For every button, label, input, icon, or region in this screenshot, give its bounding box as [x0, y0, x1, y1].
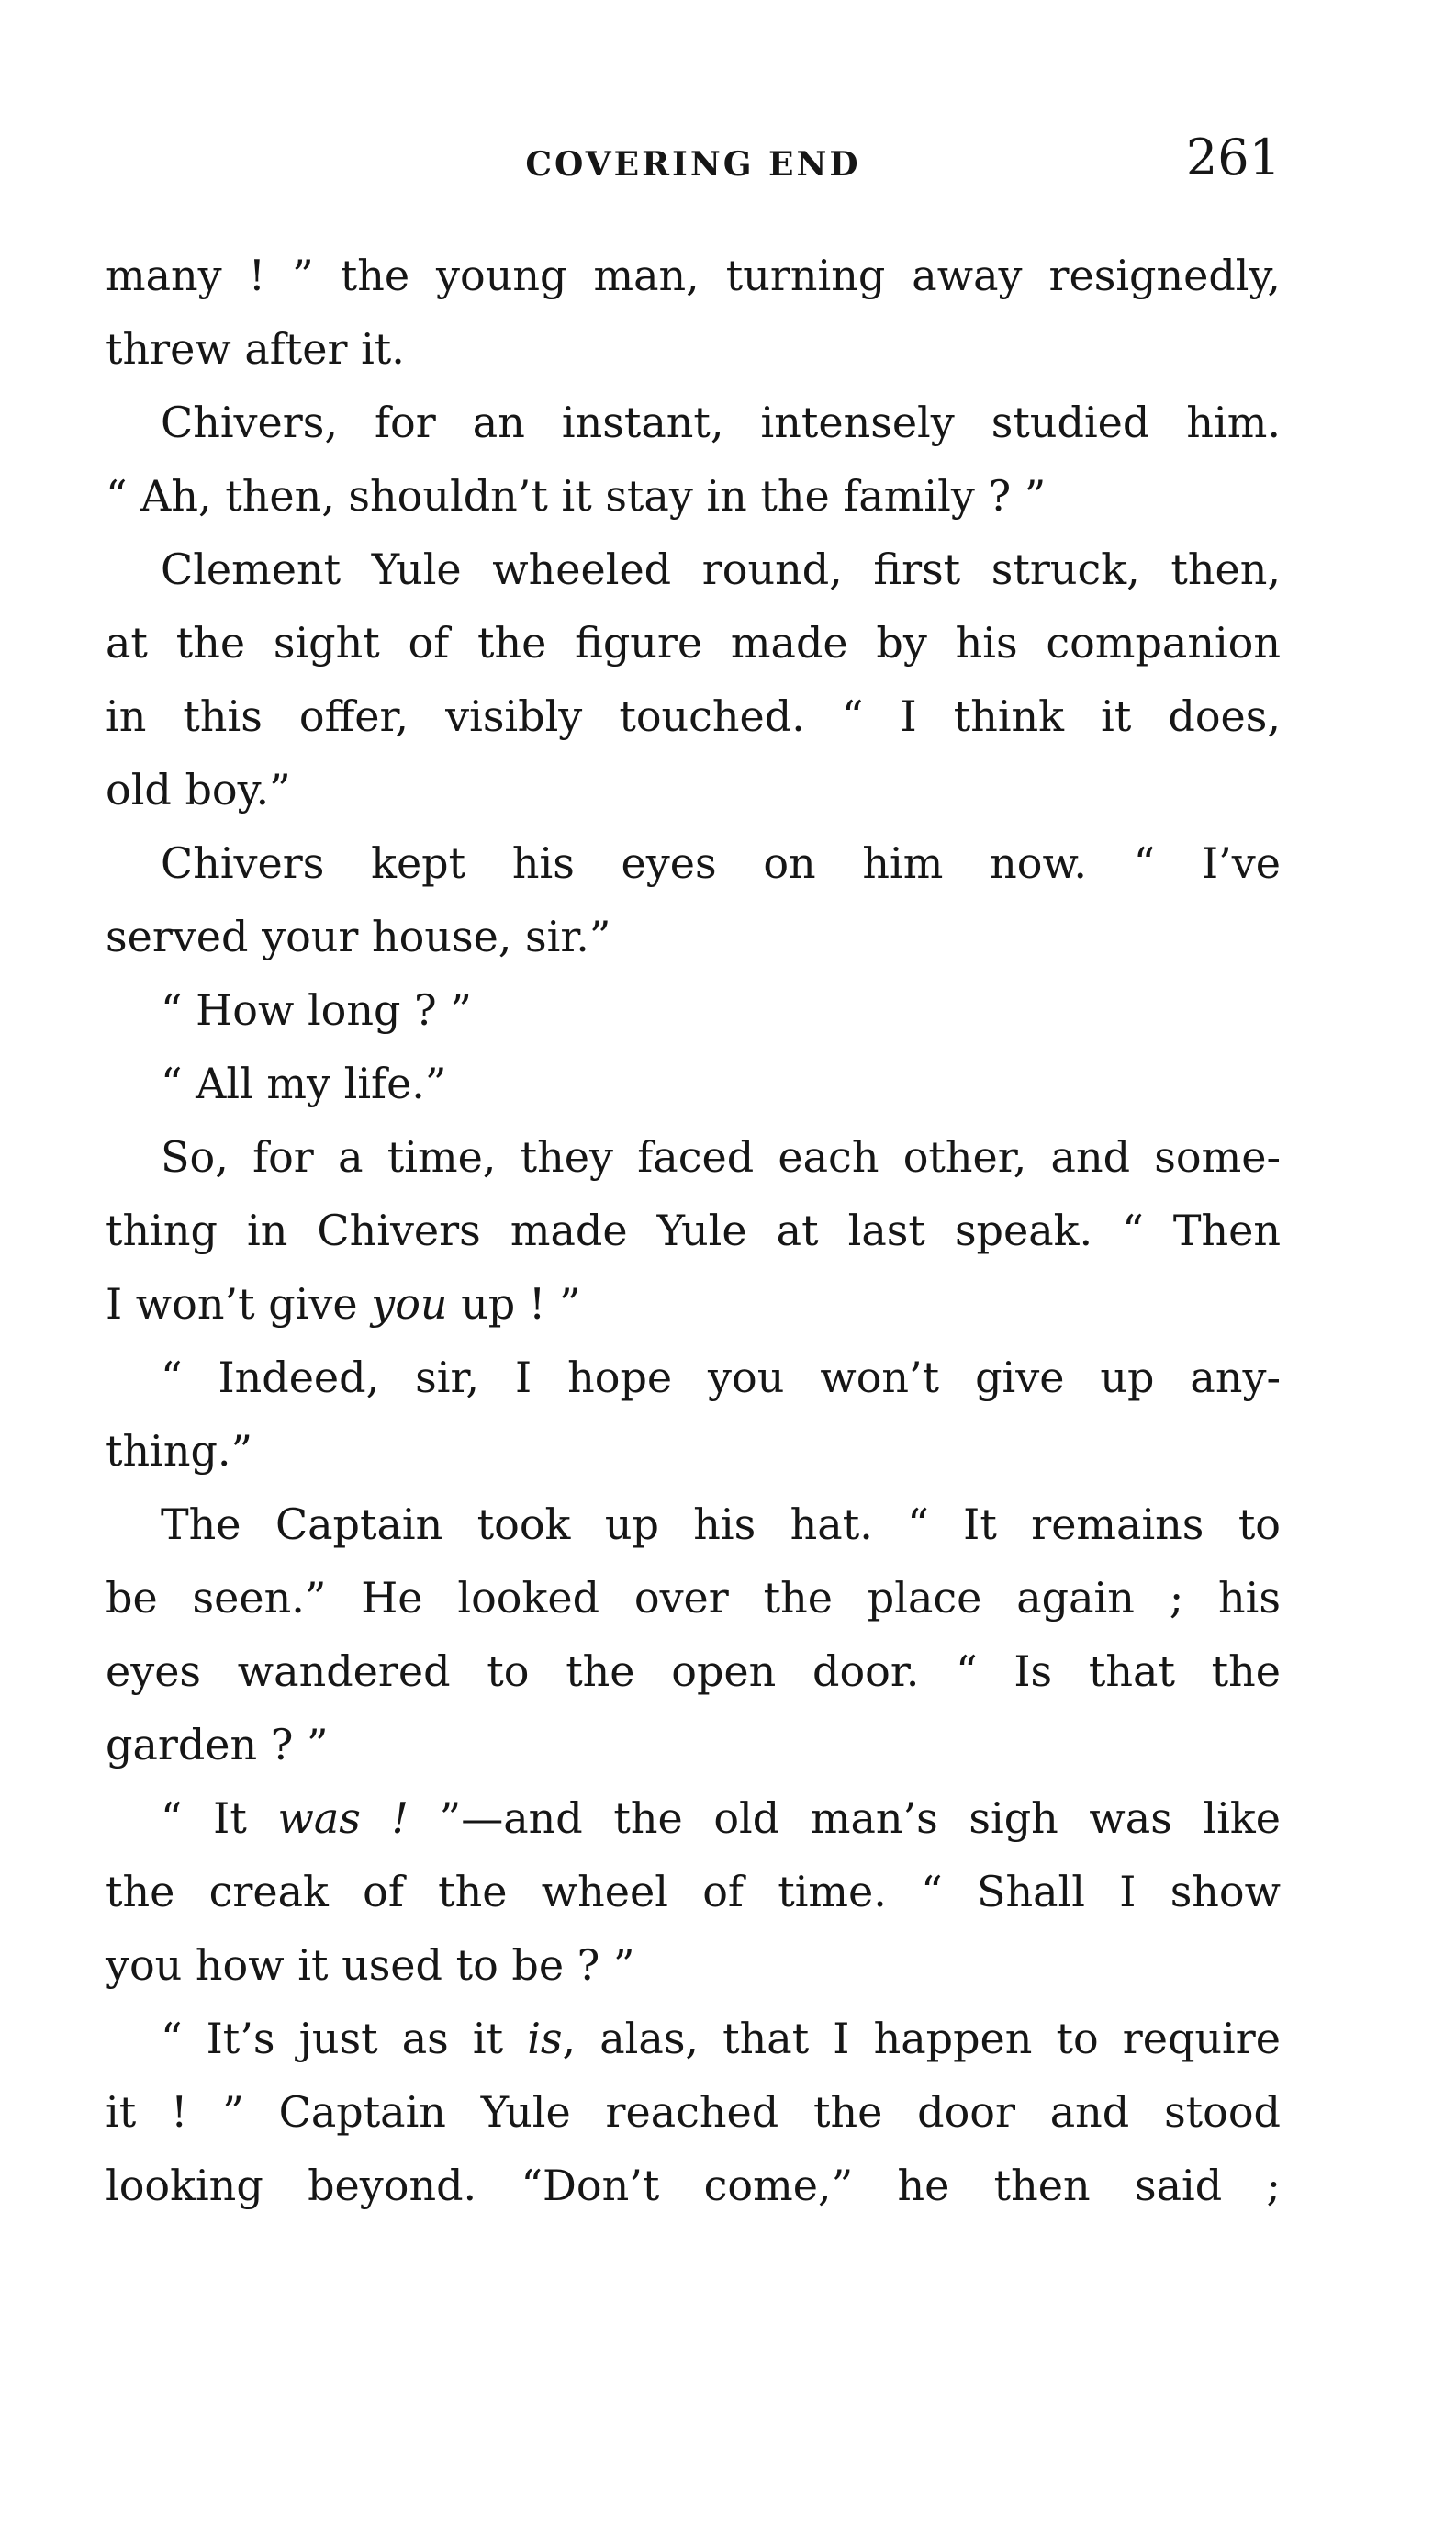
text-line: many ! ” the young man, turning away resignedly,	[106, 251, 1281, 300]
text-line: Chivers kept his eyes on him now. “ I’ve	[161, 838, 1281, 888]
text-line: old boy.”	[106, 765, 291, 814]
text-line: So, for a time, they faced each other, and some-	[161, 1132, 1281, 1182]
italic-word: is	[527, 2014, 563, 2063]
text-line: “ All my life.”	[161, 1059, 447, 1108]
text-line: “ Indeed, sir, I hope you won’t give up any-	[161, 1353, 1281, 1402]
page-header	[106, 129, 1281, 202]
text-line: garden ? ”	[106, 1720, 329, 1769]
text-line: it ! ” Captain Yule reached the door and stood	[106, 2087, 1281, 2137]
text-line: you how it used to be ? ”	[106, 1940, 635, 1990]
text-segment: , alas, that I happen to require	[562, 2014, 1281, 2063]
text-line: threw after it.	[106, 324, 405, 374]
text-line: served your house, sir.”	[106, 912, 611, 961]
text-segment: “ It	[161, 1793, 278, 1843]
text-line	[106, 1781, 1281, 1855]
text-line: thing.”	[106, 1426, 253, 1476]
text-line: looking beyond. “Don’t come,” he then said ;	[106, 2161, 1281, 2210]
text-line	[106, 2002, 1281, 2075]
text-line: “ How long ? ”	[161, 985, 472, 1035]
text-line: Clement Yule wheeled round, first struck, then,	[161, 545, 1281, 594]
text-line: thing in Chivers made Yule at last speak. “ Then	[106, 1206, 1281, 1255]
text-line: at the sight of the figure made by his companion	[106, 618, 1281, 668]
text-line: the creak of the wheel of time. “ Shall I show	[106, 1867, 1281, 1916]
text-line: Chivers, for an instant, intensely studied him.	[161, 398, 1281, 447]
page-number: 261	[1185, 129, 1281, 186]
text-segment: up ! ”	[447, 1279, 581, 1329]
text-line: be seen.” He looked over the place again ; his	[106, 1573, 1281, 1623]
text-line: in this offer, visibly touched. “ I think it does,	[106, 691, 1281, 741]
text-line	[106, 1267, 1281, 1341]
italic-word: was !	[277, 1793, 409, 1843]
text-segment: I won’t give	[106, 1279, 372, 1329]
text-line: eyes wandered to the open door. “ Is that the	[106, 1646, 1281, 1696]
italic-word: you	[371, 1279, 448, 1329]
text-line: “ Ah, then, shouldn’t it stay in the family ? ”	[106, 471, 1047, 521]
text-line: The Captain took up his hat. “ It remains to	[161, 1499, 1281, 1549]
text-segment: ”—and the old man’s sigh was like	[409, 1793, 1281, 1843]
running-title: COVERING END	[525, 145, 861, 184]
text-segment: “ It’s just as it	[161, 2014, 528, 2063]
body-text	[106, 239, 1281, 2222]
